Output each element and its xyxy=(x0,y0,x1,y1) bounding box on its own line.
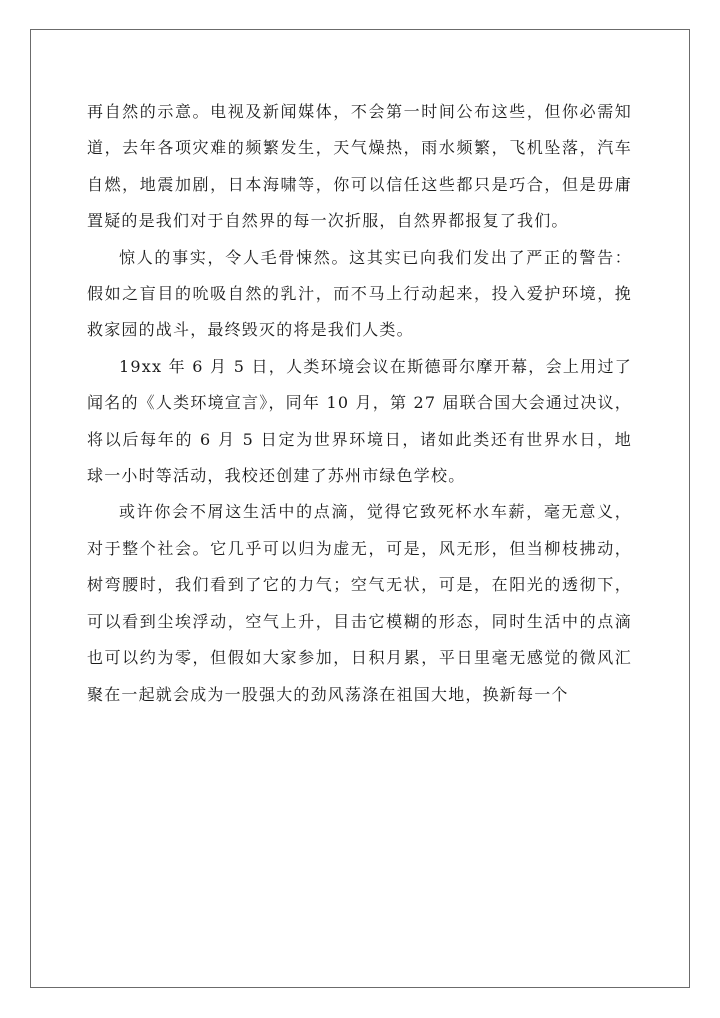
paragraph-2: 惊人的事实，令人毛骨悚然。这其实已向我们发出了严正的警告：假如之盲目的吮吸自然的乳汁，而不马上行动起来，投入爱护环境，挽救家园的战斗，最终毁灭的将是我们人类。 xyxy=(87,247,632,340)
document-body xyxy=(87,94,632,713)
paragraph-4: 或许你会不屑这生活中的点滴，觉得它致死杯水车薪，毫无意义，对于整个社会。它几乎可以归为虚无，可是，风无形，但当柳枝拂动，树弯腰时，我们看到了它的力气；空气无状，可是，在阳光的透彻下，可以看到尘埃浮动，空气上升，目击它模糊的形态，同时生活中的点滴也可以约为零，但假如大家参加，日积月累，平日里毫无感觉的微风汇聚在一起就会成为一股强大的劲风荡涤在祖国大地，换新每一个 xyxy=(87,502,632,704)
paragraph-3: 19xx 年 6 月 5 日，人类环境会议在斯德哥尔摩开幕，会上用过了闻名的《人类环境宣言》，同年 10 月，第 27 届联合国大会通过决议，将以后每年的 6 月 5 日定为世界环境日，诸如此类还有世界水日，地球一小时等活动，我校还创建了苏州市绿色学校。 xyxy=(87,356,632,486)
paragraph-1: 再自然的示意。电视及新闻媒体，不会第一时间公布这些，但你必需知道，去年各项灾难的频繁发生，天气燥热，雨水频繁，飞机坠落，汽车自燃，地震加剧，日本海啸等，你可以信任这些都只是巧合，但是毋庸置疑的是我们对于自然界的每一次折服，自然界都报复了我们。 xyxy=(87,102,632,231)
